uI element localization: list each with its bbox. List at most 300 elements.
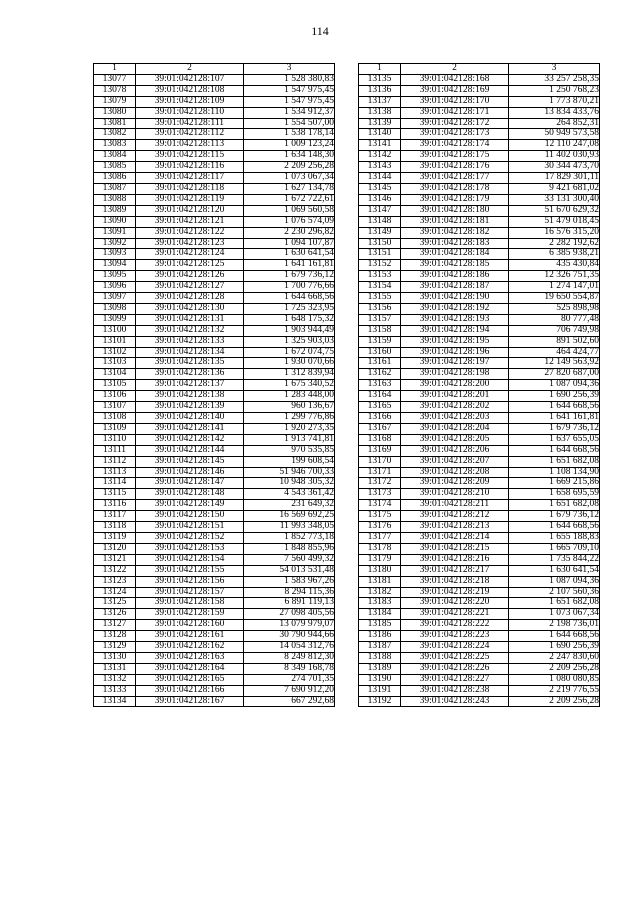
row-number-cell: 13110 <box>94 434 136 445</box>
row-number-cell: 13137 <box>359 96 401 107</box>
row-number-cell: 13093 <box>94 249 136 260</box>
row-number-cell: 13107 <box>94 402 136 413</box>
row-number-cell: 13154 <box>359 282 401 293</box>
cadastral-number-cell: 39:01:042128:153 <box>136 543 244 554</box>
value-cell: 2 198 736,01 <box>509 620 600 631</box>
cadastral-number-cell: 39:01:042128:151 <box>136 522 244 533</box>
cadastral-number-cell: 39:01:042128:164 <box>136 663 244 674</box>
cadastral-number-cell: 39:01:042128:203 <box>401 413 509 424</box>
value-cell: 1 679 736,12 <box>509 423 600 434</box>
cadastral-number-cell: 39:01:042128:213 <box>401 522 509 533</box>
row-number-cell: 13099 <box>94 314 136 325</box>
row-number-cell: 13190 <box>359 674 401 685</box>
value-cell: 1 913 741,81 <box>244 434 335 445</box>
row-number-cell: 13183 <box>359 598 401 609</box>
row-number-cell: 13150 <box>359 238 401 249</box>
table-row <box>94 445 335 456</box>
cadastral-number-cell: 39:01:042128:175 <box>401 151 509 162</box>
cadastral-number-cell: 39:01:042128:132 <box>136 325 244 336</box>
value-cell: 1 700 776,66 <box>244 282 335 293</box>
value-cell: 1 852 773,18 <box>244 532 335 543</box>
cadastral-number-cell: 39:01:042128:121 <box>136 216 244 227</box>
table-row <box>359 194 600 205</box>
row-number-cell: 13132 <box>94 674 136 685</box>
row-number-cell: 13182 <box>359 587 401 598</box>
value-cell: 6 385 938,21 <box>509 249 600 260</box>
row-number-cell: 13169 <box>359 445 401 456</box>
value-cell: 8 294 115,36 <box>244 587 335 598</box>
value-cell: 1 672 722,61 <box>244 194 335 205</box>
value-cell: 1 658 695,59 <box>509 489 600 500</box>
table-row <box>359 380 600 391</box>
row-number-cell: 13185 <box>359 620 401 631</box>
value-cell: 1 312 839,94 <box>244 369 335 380</box>
value-cell: 30 790 944,66 <box>244 631 335 642</box>
value-cell: 8 249 812,30 <box>244 652 335 663</box>
table-row <box>359 369 600 380</box>
row-number-cell: 13096 <box>94 282 136 293</box>
table-row <box>359 467 600 478</box>
value-cell: 970 535,85 <box>244 445 335 456</box>
value-cell: 1 641 161,81 <box>509 413 600 424</box>
cadastral-number-cell: 39:01:042128:134 <box>136 347 244 358</box>
row-number-cell: 13179 <box>359 554 401 565</box>
table-row <box>94 162 335 173</box>
table-row <box>94 358 335 369</box>
table-row <box>94 620 335 631</box>
cadastral-number-cell: 39:01:042128:180 <box>401 205 509 216</box>
row-number-cell: 13105 <box>94 380 136 391</box>
row-number-cell: 13158 <box>359 325 401 336</box>
cadastral-number-cell: 39:01:042128:120 <box>136 205 244 216</box>
value-cell: 1 679 736,12 <box>509 511 600 522</box>
value-cell: 1 108 134,90 <box>509 467 600 478</box>
value-cell: 1 920 273,35 <box>244 423 335 434</box>
value-cell: 50 949 573,58 <box>509 129 600 140</box>
cadastral-number-cell: 39:01:042128:215 <box>401 543 509 554</box>
value-cell: 16 569 692,25 <box>244 511 335 522</box>
row-number-cell: 13082 <box>94 129 136 140</box>
row-number-cell: 13106 <box>94 391 136 402</box>
table-row <box>359 434 600 445</box>
row-number-cell: 13157 <box>359 314 401 325</box>
table-row <box>94 96 335 107</box>
value-cell: 1 009 123,24 <box>244 140 335 151</box>
row-number-cell: 13166 <box>359 413 401 424</box>
cadastral-number-cell: 39:01:042128:214 <box>401 532 509 543</box>
value-cell: 960 136,67 <box>244 402 335 413</box>
table-row <box>359 107 600 118</box>
table-row <box>359 652 600 663</box>
cadastral-number-cell: 39:01:042128:226 <box>401 663 509 674</box>
cadastral-number-cell: 39:01:042128:137 <box>136 380 244 391</box>
cadastral-number-cell: 39:01:042128:156 <box>136 576 244 587</box>
value-cell: 12 149 563,92 <box>509 358 600 369</box>
value-cell: 1 669 215,86 <box>509 478 600 489</box>
value-cell: 51 670 629,32 <box>509 205 600 216</box>
row-number-cell: 13147 <box>359 205 401 216</box>
cadastral-number-cell: 39:01:042128:146 <box>136 467 244 478</box>
value-cell: 17 829 301,11 <box>509 173 600 184</box>
cadastral-number-cell: 39:01:042128:125 <box>136 260 244 271</box>
cadastral-number-cell: 39:01:042128:208 <box>401 467 509 478</box>
table-row <box>359 587 600 598</box>
value-cell: 27 098 405,56 <box>244 609 335 620</box>
cadastral-number-cell: 39:01:042128:123 <box>136 238 244 249</box>
row-number-cell: 13180 <box>359 565 401 576</box>
cadastral-number-cell: 39:01:042128:161 <box>136 631 244 642</box>
table-row <box>94 194 335 205</box>
table-row <box>359 249 600 260</box>
table-row <box>94 663 335 674</box>
table-row <box>94 402 335 413</box>
cadastral-number-cell: 39:01:042128:116 <box>136 162 244 173</box>
row-number-cell: 13170 <box>359 456 401 467</box>
cadastral-number-cell: 39:01:042128:117 <box>136 173 244 184</box>
value-cell: 1 651 682,08 <box>509 598 600 609</box>
row-number-cell: 13164 <box>359 391 401 402</box>
cadastral-number-cell: 39:01:042128:192 <box>401 303 509 314</box>
value-cell: 1 094 107,87 <box>244 238 335 249</box>
value-cell: 1 644 668,56 <box>509 402 600 413</box>
table-row <box>359 205 600 216</box>
cadastral-number-cell: 39:01:042128:166 <box>136 685 244 696</box>
value-cell: 1 583 967,26 <box>244 576 335 587</box>
table-row <box>94 249 335 260</box>
cadastral-number-cell: 39:01:042128:160 <box>136 620 244 631</box>
value-cell: 4 543 361,42 <box>244 489 335 500</box>
cadastral-number-cell: 39:01:042128:168 <box>401 74 509 85</box>
table-row <box>359 336 600 347</box>
table-row <box>94 380 335 391</box>
row-number-cell: 13118 <box>94 522 136 533</box>
value-cell: 1 076 574,09 <box>244 216 335 227</box>
value-cell: 199 608,54 <box>244 456 335 467</box>
cadastral-number-cell: 39:01:042128:174 <box>401 140 509 151</box>
value-cell: 13 079 979,07 <box>244 620 335 631</box>
row-number-cell: 13168 <box>359 434 401 445</box>
table-row <box>359 543 600 554</box>
cadastral-number-cell: 39:01:042128:147 <box>136 478 244 489</box>
row-number-cell: 13177 <box>359 532 401 543</box>
row-number-cell: 13122 <box>94 565 136 576</box>
value-cell: 27 820 687,00 <box>509 369 600 380</box>
table-row <box>94 642 335 653</box>
value-cell: 11 993 348,05 <box>244 522 335 533</box>
table-row <box>359 358 600 369</box>
row-number-cell: 13090 <box>94 216 136 227</box>
cadastral-number-cell: 39:01:042128:193 <box>401 314 509 325</box>
value-cell: 80 777,48 <box>509 314 600 325</box>
table-row <box>359 532 600 543</box>
table-row <box>94 183 335 194</box>
cadastral-number-cell: 39:01:042128:178 <box>401 183 509 194</box>
table-row <box>359 620 600 631</box>
table-row <box>359 314 600 325</box>
row-number-cell: 13094 <box>94 260 136 271</box>
value-cell: 1 651 682,08 <box>509 500 600 511</box>
table-row <box>359 609 600 620</box>
row-number-cell: 13080 <box>94 107 136 118</box>
cadastral-number-cell: 39:01:042128:107 <box>136 74 244 85</box>
cadastral-number-cell: 39:01:042128:185 <box>401 260 509 271</box>
cadastral-number-cell: 39:01:042128:122 <box>136 227 244 238</box>
table-row <box>359 674 600 685</box>
table-row <box>359 282 600 293</box>
cadastral-number-cell: 39:01:042128:206 <box>401 445 509 456</box>
row-number-cell: 13113 <box>94 467 136 478</box>
value-cell: 706 749,98 <box>509 325 600 336</box>
value-cell: 1 641 161,81 <box>244 260 335 271</box>
value-cell: 1 634 148,30 <box>244 151 335 162</box>
cadastral-number-cell: 39:01:042128:126 <box>136 271 244 282</box>
row-number-cell: 13134 <box>94 696 136 707</box>
cadastral-number-cell: 39:01:042128:111 <box>136 118 244 129</box>
row-number-cell: 13128 <box>94 631 136 642</box>
column-header-value: 3 <box>244 64 335 75</box>
value-cell: 1 554 507,00 <box>244 118 335 129</box>
cadastral-number-cell: 39:01:042128:133 <box>136 336 244 347</box>
cadastral-number-cell: 39:01:042128:183 <box>401 238 509 249</box>
cadastral-number-cell: 39:01:042128:217 <box>401 565 509 576</box>
cadastral-number-cell: 39:01:042128:165 <box>136 674 244 685</box>
table-row <box>94 140 335 151</box>
cadastral-number-cell: 39:01:042128:201 <box>401 391 509 402</box>
value-cell: 231 649,32 <box>244 500 335 511</box>
row-number-cell: 13143 <box>359 162 401 173</box>
value-cell: 1 299 776,86 <box>244 413 335 424</box>
cadastral-number-cell: 39:01:042128:145 <box>136 456 244 467</box>
table-row <box>359 576 600 587</box>
row-number-cell: 13131 <box>94 663 136 674</box>
table-row <box>359 445 600 456</box>
row-number-cell: 13097 <box>94 293 136 304</box>
value-cell: 33 131 300,40 <box>509 194 600 205</box>
value-cell: 2 247 830,60 <box>509 652 600 663</box>
table-row <box>359 696 600 707</box>
cadastral-number-cell: 39:01:042128:204 <box>401 423 509 434</box>
cadastral-number-cell: 39:01:042128:219 <box>401 587 509 598</box>
value-cell: 1 773 870,21 <box>509 96 600 107</box>
cadastral-number-cell: 39:01:042128:130 <box>136 303 244 314</box>
cadastral-number-cell: 39:01:042128:141 <box>136 423 244 434</box>
table-row <box>359 598 600 609</box>
row-number-cell: 13184 <box>359 609 401 620</box>
cadastral-number-cell: 39:01:042128:118 <box>136 183 244 194</box>
row-number-cell: 13165 <box>359 402 401 413</box>
table-row <box>94 336 335 347</box>
table-row <box>94 685 335 696</box>
table-row <box>94 674 335 685</box>
row-number-cell: 13191 <box>359 685 401 696</box>
cadastral-number-cell: 39:01:042128:171 <box>401 107 509 118</box>
row-number-cell: 13152 <box>359 260 401 271</box>
registry-table-right <box>358 63 600 707</box>
row-number-cell: 13151 <box>359 249 401 260</box>
table-row <box>359 500 600 511</box>
table-row <box>94 282 335 293</box>
table-row <box>94 369 335 380</box>
value-cell: 13 834 433,76 <box>509 107 600 118</box>
table-row <box>359 554 600 565</box>
row-number-cell: 13174 <box>359 500 401 511</box>
value-cell: 2 209 256,28 <box>509 696 600 707</box>
value-cell: 1 665 709,10 <box>509 543 600 554</box>
value-cell: 16 576 315,20 <box>509 227 600 238</box>
cadastral-number-cell: 39:01:042128:152 <box>136 532 244 543</box>
row-number-cell: 13145 <box>359 183 401 194</box>
row-number-cell: 13108 <box>94 413 136 424</box>
value-cell: 1 655 188,83 <box>509 532 600 543</box>
table-row <box>94 314 335 325</box>
value-cell: 19 650 554,87 <box>509 293 600 304</box>
table-row <box>359 183 600 194</box>
value-cell: 6 891 119,13 <box>244 598 335 609</box>
table-row <box>359 140 600 151</box>
value-cell: 525 898,98 <box>509 303 600 314</box>
table-row <box>359 413 600 424</box>
value-cell: 12 326 751,35 <box>509 271 600 282</box>
table-row <box>94 325 335 336</box>
row-number-cell: 13123 <box>94 576 136 587</box>
value-cell: 54 013 531,48 <box>244 565 335 576</box>
cadastral-number-cell: 39:01:042128:200 <box>401 380 509 391</box>
cadastral-number-cell: 39:01:042128:148 <box>136 489 244 500</box>
cadastral-number-cell: 39:01:042128:149 <box>136 500 244 511</box>
table-row <box>94 271 335 282</box>
row-number-cell: 13136 <box>359 85 401 96</box>
table-row <box>359 325 600 336</box>
row-number-cell: 13077 <box>94 74 136 85</box>
row-number-cell: 13112 <box>94 456 136 467</box>
table-row <box>94 151 335 162</box>
cadastral-number-cell: 39:01:042128:115 <box>136 151 244 162</box>
cadastral-number-cell: 39:01:042128:207 <box>401 456 509 467</box>
table-row <box>94 107 335 118</box>
row-number-cell: 13181 <box>359 576 401 587</box>
row-number-cell: 13085 <box>94 162 136 173</box>
cadastral-number-cell: 39:01:042128:225 <box>401 652 509 663</box>
table-row <box>94 652 335 663</box>
table-row <box>94 74 335 85</box>
table-row <box>359 162 600 173</box>
cadastral-number-cell: 39:01:042128:205 <box>401 434 509 445</box>
cadastral-number-cell: 39:01:042128:220 <box>401 598 509 609</box>
row-number-cell: 13124 <box>94 587 136 598</box>
value-cell: 1 725 323,95 <box>244 303 335 314</box>
value-cell: 1 250 768,23 <box>509 85 600 96</box>
row-number-cell: 13175 <box>359 511 401 522</box>
table-row <box>94 598 335 609</box>
table-row <box>359 663 600 674</box>
row-number-cell: 13114 <box>94 478 136 489</box>
cadastral-number-cell: 39:01:042128:172 <box>401 118 509 129</box>
value-cell: 1 672 074,75 <box>244 347 335 358</box>
row-number-cell: 13127 <box>94 620 136 631</box>
value-cell: 1 547 975,45 <box>244 96 335 107</box>
value-cell: 2 282 192,62 <box>509 238 600 249</box>
cadastral-number-cell: 39:01:042128:221 <box>401 609 509 620</box>
row-number-cell: 13139 <box>359 118 401 129</box>
table-row <box>94 434 335 445</box>
cadastral-number-cell: 39:01:042128:197 <box>401 358 509 369</box>
table-row <box>94 413 335 424</box>
table-row <box>359 85 600 96</box>
cadastral-number-cell: 39:01:042128:194 <box>401 325 509 336</box>
cadastral-number-cell: 39:01:042128:112 <box>136 129 244 140</box>
cadastral-number-cell: 39:01:042128:158 <box>136 598 244 609</box>
column-header-cadastral: 2 <box>136 64 244 75</box>
value-cell: 7 560 499,32 <box>244 554 335 565</box>
column-header-cadastral: 2 <box>401 64 509 75</box>
column-header-number: 1 <box>94 64 136 75</box>
row-number-cell: 13079 <box>94 96 136 107</box>
cadastral-number-cell: 39:01:042128:176 <box>401 162 509 173</box>
cadastral-number-cell: 39:01:042128:144 <box>136 445 244 456</box>
table-row <box>359 227 600 238</box>
cadastral-number-cell: 39:01:042128:167 <box>136 696 244 707</box>
registry-table-left <box>93 63 335 707</box>
table-row <box>94 85 335 96</box>
value-cell: 1 735 844,22 <box>509 554 600 565</box>
row-number-cell: 13087 <box>94 183 136 194</box>
table-row <box>359 391 600 402</box>
table-row <box>359 489 600 500</box>
table-row <box>94 511 335 522</box>
value-cell: 1 679 736,12 <box>244 271 335 282</box>
value-cell: 1 528 380,83 <box>244 74 335 85</box>
value-cell: 1 848 855,96 <box>244 543 335 554</box>
table-row <box>359 478 600 489</box>
table-row <box>94 205 335 216</box>
cadastral-number-cell: 39:01:042128:157 <box>136 587 244 598</box>
table-row <box>359 511 600 522</box>
row-number-cell: 13187 <box>359 642 401 653</box>
row-number-cell: 13155 <box>359 293 401 304</box>
table-row <box>94 227 335 238</box>
row-number-cell: 13100 <box>94 325 136 336</box>
value-cell: 7 690 912,20 <box>244 685 335 696</box>
value-cell: 1 690 256,39 <box>509 642 600 653</box>
value-cell: 2 107 560,36 <box>509 587 600 598</box>
cadastral-number-cell: 39:01:042128:184 <box>401 249 509 260</box>
row-number-cell: 13192 <box>359 696 401 707</box>
row-number-cell: 13156 <box>359 303 401 314</box>
table-row <box>359 118 600 129</box>
table-row <box>94 587 335 598</box>
table-row <box>94 696 335 707</box>
cadastral-number-cell: 39:01:042128:190 <box>401 293 509 304</box>
cadastral-number-cell: 39:01:042128:238 <box>401 685 509 696</box>
value-cell: 1 534 912,37 <box>244 107 335 118</box>
table-row <box>94 129 335 140</box>
table-row <box>359 173 600 184</box>
value-cell: 1 637 655,05 <box>509 434 600 445</box>
cadastral-number-cell: 39:01:042128:128 <box>136 293 244 304</box>
row-number-cell: 13176 <box>359 522 401 533</box>
value-cell: 667 292,68 <box>244 696 335 707</box>
value-cell: 1 547 975,45 <box>244 85 335 96</box>
value-cell: 1 630 641,54 <box>244 249 335 260</box>
cadastral-number-cell: 39:01:042128:187 <box>401 282 509 293</box>
value-cell: 274 701,35 <box>244 674 335 685</box>
table-row <box>94 478 335 489</box>
value-cell: 1 651 682,08 <box>509 456 600 467</box>
cadastral-number-cell: 39:01:042128:159 <box>136 609 244 620</box>
cadastral-number-cell: 39:01:042128:163 <box>136 652 244 663</box>
table-row <box>359 216 600 227</box>
row-number-cell: 13109 <box>94 423 136 434</box>
